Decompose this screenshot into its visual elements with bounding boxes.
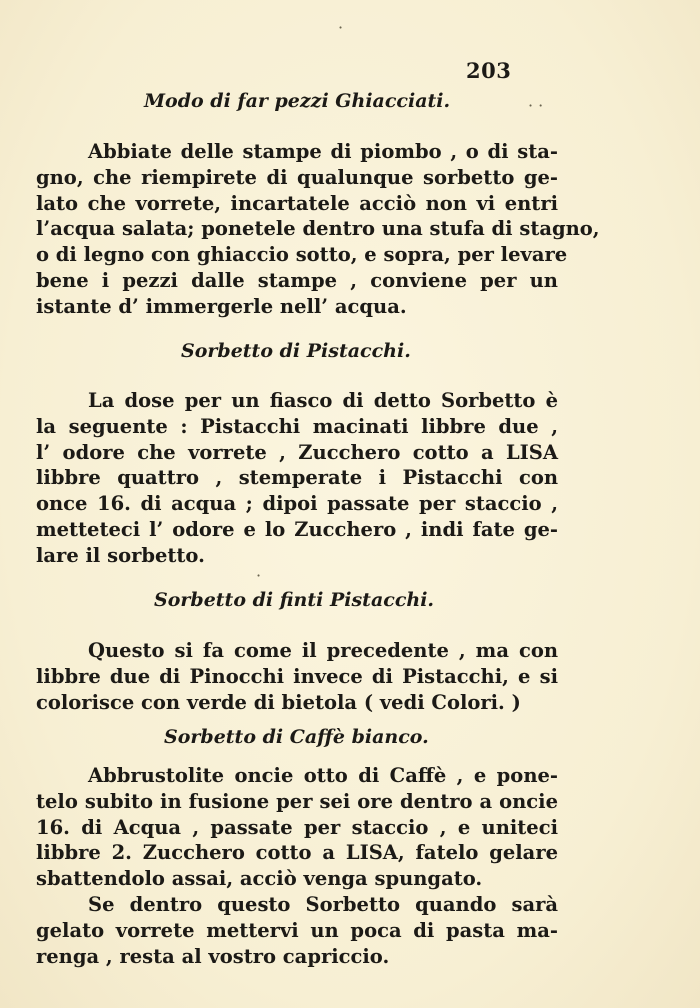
paragraph-sorbetto-pistacchi [36, 388, 558, 569]
text-line: gelato vorrete mettervi un poca di pasta ma- [36, 918, 558, 942]
page-number: 203 [466, 58, 512, 83]
text-line: metteteci l’ odore e lo Zucchero , indi fate ge- [36, 517, 558, 541]
text-line: l’acqua salata; ponetele dentro una stufa di stagno, [36, 217, 600, 241]
text-line: renga , resta al vostro capriccio. [36, 944, 390, 968]
text-line: lato che vorrete, incartatele acciò non vi entri [36, 191, 558, 215]
paragraph-caffe-bianco [36, 763, 558, 969]
text-line: la seguente : Pistacchi macinati libbre due , [36, 414, 558, 438]
section-heading-finti-pistacchi: Sorbetto di finti Pistacchi. [154, 589, 435, 611]
speck: · · [528, 96, 544, 115]
section-heading-sorbetto-pistacchi: Sorbetto di Pistacchi. [181, 340, 411, 362]
text-line: libbre 2. Zucchero cotto a LISA, fatelo gelare [36, 841, 558, 865]
text-line: Questo si fa come il precedente , ma con [88, 639, 558, 662]
paragraph-pezzi-ghiacciati [36, 139, 600, 320]
text-line: istante d’ immergerle nell’ acqua. [36, 294, 407, 318]
paragraph-finti-pistacchi [36, 638, 558, 715]
text-line: Se dentro questo Sorbetto quando sarà [88, 892, 558, 916]
section-heading-caffe-bianco: Sorbetto di Caffè bianco. [164, 726, 429, 748]
text-line: Abbrustolite oncie otto di Caffè , e pone- [88, 764, 558, 787]
text-line: La dose per un fiasco di detto Sorbetto è [88, 389, 558, 412]
text-line: lare il sorbetto. [36, 543, 205, 567]
text-line: Abbiate delle stampe di piombo , o di sta- [88, 140, 558, 163]
text-line: bene i pezzi dalle stampe , conviene per un [36, 268, 558, 292]
text-line: once 16. di acqua ; dipoi passate per staccio , [36, 492, 558, 516]
text-line: sbattendolo assai, acciò venga spungato. [36, 867, 483, 891]
text-line: telo subito in fusione per sei ore dentro a oncie [36, 789, 558, 813]
text-line: colorisce con verde di bietola ( vedi Colori. ) [36, 690, 521, 714]
text-line: o di legno con ghiaccio sotto, e sopra, per levare [36, 243, 568, 267]
text-line: gno, che riempirete di qualunque sorbetto ge- [36, 165, 558, 189]
text-line: libbre due di Pinocchi invece di Pistacchi, e si [36, 664, 558, 688]
text-line: libbre quattro , stemperate i Pistacchi con [36, 466, 558, 490]
section-heading-pezzi-ghiacciati: Modo di far pezzi Ghiacciati. [144, 90, 451, 112]
text-line: l’ odore che vorrete , Zucchero cotto a LISA [36, 440, 558, 464]
speck: · [338, 18, 344, 37]
text-line: 16. di Acqua , passate per staccio , e uniteci [36, 815, 558, 839]
speck: · [256, 566, 262, 585]
